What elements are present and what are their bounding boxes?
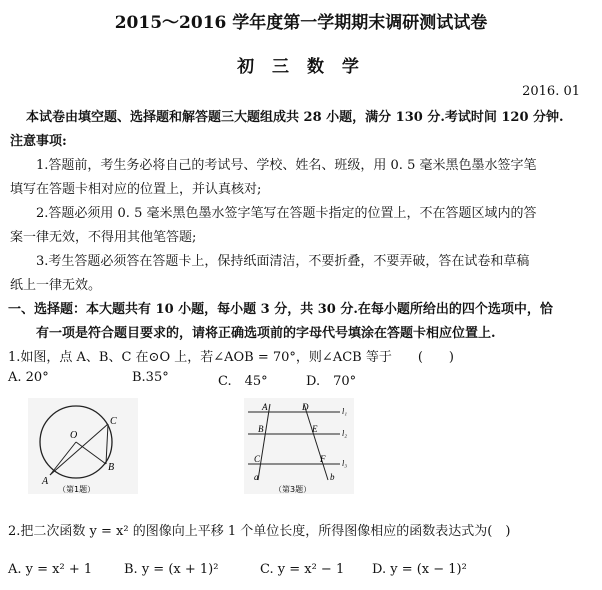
label-l3: l₃ [342,459,348,468]
label-l2: l₂ [342,429,348,438]
figure-1-caption: （第1题） [58,485,96,494]
q2-option-c: C. y = x² − 1 [260,562,345,577]
segment-oa [50,442,76,475]
q1-option-b: B.35° [132,370,169,385]
notice-2-line-2: 案一律无效，不得用其他笔答题; [10,230,197,245]
notice-3-line-2: 纸上一律无效。 [10,278,102,293]
line-b [304,404,328,480]
segment-ob [76,442,106,464]
exam-date: 2016. 01 [522,84,580,99]
notice-3-line-1: 3.考生答题必须答在答题卡上，保持纸面清洁，不要折叠，不要弄破，答在试卷和草稿 [36,254,530,269]
line-a [258,404,270,480]
q1-option-a: A. 20° [8,370,49,385]
q1-option-d: D. 70° [306,374,357,389]
q2-option-b: B. y = (x + 1)² [124,562,219,577]
figure-1 [28,398,138,494]
q1-option-c: C. 45° [218,374,268,389]
figure-3-drawing [244,398,354,494]
figure-1-drawing [28,398,138,494]
notice-2-line-1: 2.答题必须用 0. 5 毫米黑色墨水签字笔写在答题卡指定的位置上，不在答题区域内的答 [36,206,537,221]
q2-option-d: D. y = (x − 1)² [372,562,467,577]
label-o: O [70,430,78,441]
exam-subtitle: 初 三 数 学 [237,57,365,77]
label-c: C [110,416,117,427]
label-a-line: a [254,472,259,482]
segment-ac [50,424,108,475]
question-2-stem: 2.把二次函数 y = x² 的图像向上平移 1 个单位长度，所得图像相应的函数表达式为( ) [8,524,511,539]
question-1-stem: 1.如图，点 A、B、C 在⊙O 上，若∠AOB = 70°，则∠ACB 等于 ( ) [8,350,454,365]
notice-1-line-1: 1.答题前，考生务必将自己的考试号、学校、姓名、班级，用 0. 5 毫米黑色墨水签字笔 [36,158,537,173]
label-B: B [258,424,264,434]
figure-3-caption: （第3题） [274,485,312,494]
label-E: E [312,424,318,434]
intro-text: 本试卷由填空题、选择题和解答题三大题组成共 28 小题，满分 130 分.考试时间 120 分钟. [26,110,564,125]
notice-1-line-2: 填写在答题卡相对应的位置上，并认真核对; [10,182,262,197]
section-1-heading-line-1: 一、选择题：本大题共有 10 小题，每小题 3 分，共 30 分.在每小题所给出的四个选项中，恰 [8,302,553,317]
notice-heading: 注意事项: [10,134,67,149]
label-l1: l₁ [342,407,348,416]
exam-title: 2015～2016 学年度第一学期期末调研测试试卷 [114,13,488,33]
section-1-heading-line-2: 有一项是符合题目要求的，请将正确选项前的字母代号填涂在答题卡相应位置上. [36,326,496,341]
label-F: F [320,454,326,464]
label-a: A [42,476,49,487]
label-b: B [108,462,115,473]
label-A: A [262,402,268,412]
q2-option-a: A. y = x² + 1 [8,562,93,577]
label-C: C [254,454,261,464]
figure-3 [244,398,354,494]
label-b-line: b [330,472,335,482]
label-D: D [302,402,309,412]
